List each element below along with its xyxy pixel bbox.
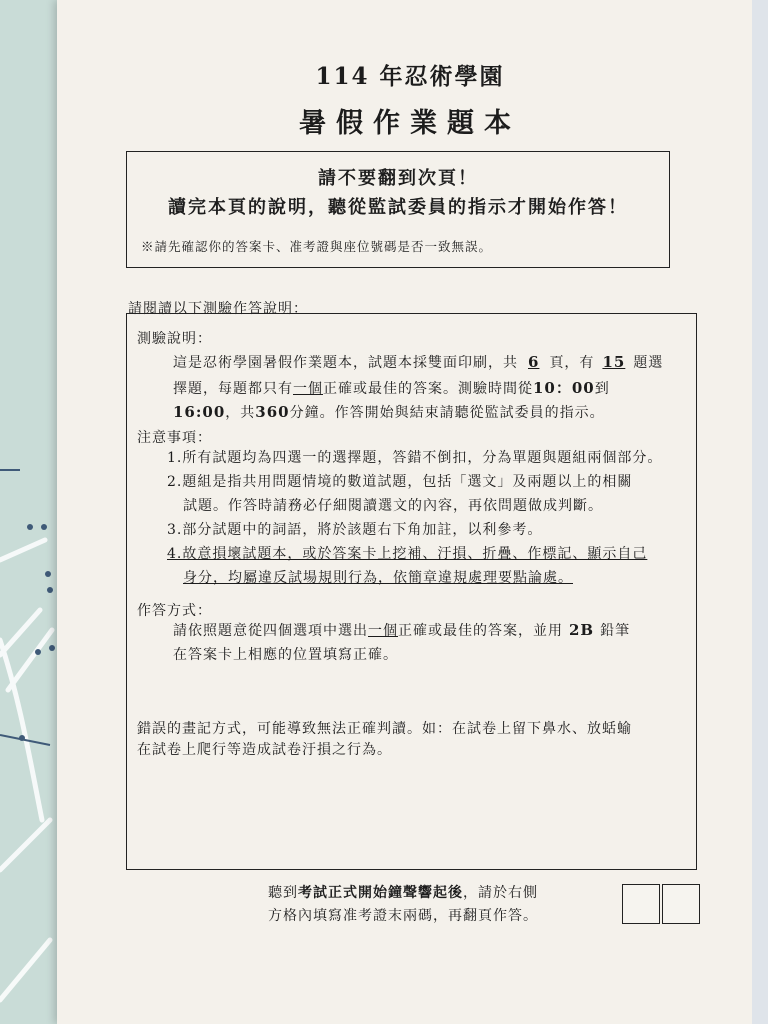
note-item-2: 2.題組是指共用問題情境的數道試題，包括「選文」及兩題以上的相關 (167, 474, 633, 490)
exam-title: 114 年忍術學園 (315, 63, 505, 90)
end-time: 16:00 (173, 403, 226, 421)
instructions-intro: 請閱讀以下測驗作答說明： (128, 301, 308, 317)
warning-box (126, 151, 670, 268)
warning-line-2: 讀完本頁的說明，聽從監試委員的指示才開始作答！ (168, 197, 628, 218)
test-info-line-2: 擇題，每題都只有一個正確或最佳的答案。測驗時間從10：00到 (173, 379, 610, 397)
question-count: 15 (602, 353, 626, 371)
notes-heading: 注意事項： (137, 430, 212, 446)
note-item-4: 4.故意損壞試題本，或於答案卡上挖補、汙損、折疊、作標記、顯示自己 (167, 546, 648, 562)
test-info-heading: 測驗說明： (137, 331, 212, 347)
footer-line-2: 方格內填寫准考證末兩碼，再翻頁作答。 (268, 908, 538, 924)
admission-digit-box-2[interactable] (662, 884, 700, 924)
next-sheet-edge (752, 0, 768, 1024)
note-item-4-cont: 身分，均屬違反試場規則行為，依簡章違規處理要點論處。 (183, 570, 573, 586)
warning-line-1: 請不要翻到次頁！ (318, 168, 478, 189)
pencil-grade: 2B (569, 621, 595, 639)
answer-method-line-1: 請依照題意從四個選項中選出一個正確或最佳的答案，並用 2B 鉛筆 (173, 621, 631, 639)
start-time: 10：00 (533, 379, 595, 397)
error-marking-line-2: 在試卷上爬行等造成試卷汙損之行為。 (137, 742, 392, 758)
note-item-2-cont: 試題。作答時請務必仔細閱讀選文的內容，再依問題做成判斷。 (183, 498, 603, 514)
note-item-3: 3.部分試題中的詞語，將於該題右下角加註，以利參考。 (167, 522, 543, 538)
page-count: 6 (528, 353, 540, 371)
test-info-line-3: 16:00，共360分鐘。作答開始與結束請聽從監試委員的指示。 (173, 403, 605, 421)
note-item-1: 1.所有試題均為四選一的選擇題，答錯不倒扣，分為單題與題組兩個部分。 (167, 450, 663, 466)
instructions-box (126, 313, 697, 870)
answer-method-heading: 作答方式： (137, 603, 212, 619)
test-info-line-1: 這是忍術學園暑假作業題本，試題本採雙面印刷，共 6 頁，有 15 題選 (173, 353, 664, 371)
footer-line-1: 聽到考試正式開始鐘聲響起後，請於右側 (268, 885, 538, 901)
confirm-note: ※請先確認你的答案卡、准考證與座位號碼是否一致無誤。 (141, 239, 493, 254)
answer-method-line-2: 在答案卡上相應的位置填寫正確。 (173, 647, 398, 663)
duration-minutes: 360 (255, 403, 290, 421)
exam-subtitle: 暑假作業題本 (299, 108, 521, 139)
error-marking-line-1: 錯誤的畫記方式，可能導致無法正確判讀。如：在試卷上留下鼻水、放蛞蝓 (137, 721, 632, 737)
admission-digit-box-1[interactable] (622, 884, 660, 924)
